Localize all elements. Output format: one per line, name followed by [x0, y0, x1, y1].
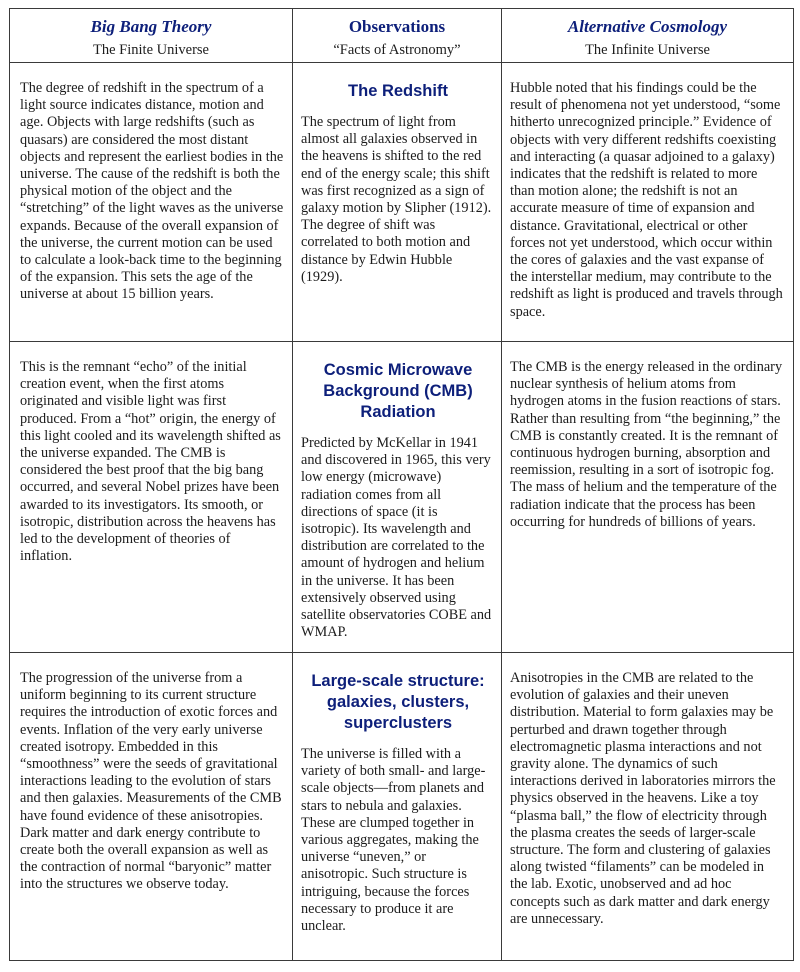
big-bang-text: This is the remnant “echo” of the initial creation event, when the first atoms originated and visible light was first produced. From a “hot” origin, the energy of this light cooled and its wavelength shifted as the universe expanded. The CMB is considered the best proof that the big bang occurred, and several Nobel prizes have been awarded to its investigators. Its smooth, or isotropic, distribution across the heavens has led to the development of theories of inflation. [20, 359, 281, 565]
col3-title: Alternative Cosmology [567, 17, 728, 36]
big-bang-cell [10, 653, 293, 961]
observation-cell [293, 653, 502, 961]
header-big-bang [10, 9, 293, 63]
header-observations [293, 9, 502, 63]
col1-subtitle: The Finite Universe [93, 42, 209, 58]
header-row [10, 9, 794, 63]
big-bang-text: The progression of the universe from a uniform beginning to its current structure requires the introduction of exotic forces and events. Inflation of the very early universe created isotropy. Embedded in this “smoothness” were the seeds of gravitational interactions leading to the evolution of stars and then galaxies. Measurements of the CMB have found evidence of these anisotropies. Dark matter and dark energy contribute to create both the overall expansion as well as the contraction of normal “baryonic” matter into the structures we observe today. [20, 670, 282, 893]
observation-cell [293, 63, 502, 342]
col1-title: Big Bang Theory [90, 17, 212, 36]
big-bang-cell [10, 342, 293, 653]
col3-subtitle: The Infinite Universe [585, 42, 710, 58]
header-alternative [502, 9, 794, 63]
observation-title: The Redshift [348, 82, 448, 100]
observation-title: Cosmic Microwave Background (CMB) Radiation [323, 361, 473, 421]
row-cmb [10, 342, 794, 653]
observation-text: The universe is filled with a variety of both small- and large-scale objects—from planets and stars to nebula and galaxies. These are clumped together in various aggregates, making the universe “uneven,” or anisotropic. Such structure is intriguing, because the forces necessary to produce it are unclear. [301, 746, 486, 935]
observation-title: Large-scale structure: galaxies, clusters, superclusters [311, 672, 485, 732]
comparison-table [9, 8, 794, 961]
alternative-text: Hubble noted that his findings could be the result of phenomena not yet understood, “some hitherto unrecognized principle.” Evidence of objects with very different redshifts coexisting and interacting (a quasar adjoined to a galaxy) indicates that the redshift is related to more than motion alone; the redshift is not an accurate measure of time of expansion and distance. Gravitational, electrical or other forces not yet understood, which occur within the cores of galaxies and the vast expanse of the interstellar medium, may contribute to the redshift as light is produced and travels through space. [510, 80, 783, 320]
col2-subtitle: “Facts of Astronomy” [333, 42, 461, 58]
observation-cell [293, 342, 502, 653]
alternative-text: The CMB is the energy released in the ordinary nuclear synthesis of helium atoms from hydrogen atoms in the fusion reactions of stars. Rather than resulting from “the beginning,” the CMB is constantly created. It is the remnant of continuous hydrogen burning, absorption and reemission, resulting in a sort of isotropic fog. The mass of helium and the temperature of the radiation indicate that the process has been occurring for hundreds of billions of years. [510, 359, 783, 530]
row-large-scale-structure [10, 653, 794, 961]
big-bang-cell [10, 63, 293, 342]
col2-title: Observations [348, 17, 446, 36]
observation-text: The spectrum of light from almost all galaxies observed in the heavens is shifted to the red end of the energy scale; this shift was first recognized as a sign of galaxy motion by Slipher (1912). The degree of shift was correlated to both motion and distance by Edwin Hubble (1929). [301, 114, 492, 285]
alternative-cell [502, 653, 794, 961]
row-redshift [10, 63, 794, 342]
observation-text: Predicted by McKellar in 1941 and discovered in 1965, this very low energy (microwave) radiation comes from all directions of space (it is isotropic). Its wavelength and distribution are correlated to the amount of hydrogen and helium in the universe. It has been extensively observed using satellite observatories COBE and WMAP. [301, 435, 492, 641]
big-bang-text: The degree of redshift in the spectrum of a light source indicates distance, motion and age. Objects with large redshifts (such as quasars) are considered the most distant objects and represent the earliest bodies in the universe. The cause of the redshift is both the physical motion of the object and the “stretching” of the light waves as the universe expands. Because of the overall expansion of the universe, the current motion can be used to calculate a look-back time to the beginning of the expansion. This sets the age of the universe at about 15 billion years. [20, 80, 284, 303]
alternative-cell [502, 342, 794, 653]
alternative-cell [502, 63, 794, 342]
alternative-text: Anisotropies in the CMB are related to the evolution of galaxies and their uneven distribution. Material to form galaxies may be perturbed and drawn together through electromagnetic plasma interactions and not gravity alone. The dynamics of such interactions derived in laboratories mirrors the physics observed in the heavens. Like a toy “plasma ball,” the flow of electricity through the plasma creates the seeds of larger-scale structure. The form and clustering of galaxies along twisted “filaments” can be modeled in the lab. Exotic, unobserved and ad hoc concepts such as dark matter and dark energy are unnecessary. [510, 670, 776, 927]
